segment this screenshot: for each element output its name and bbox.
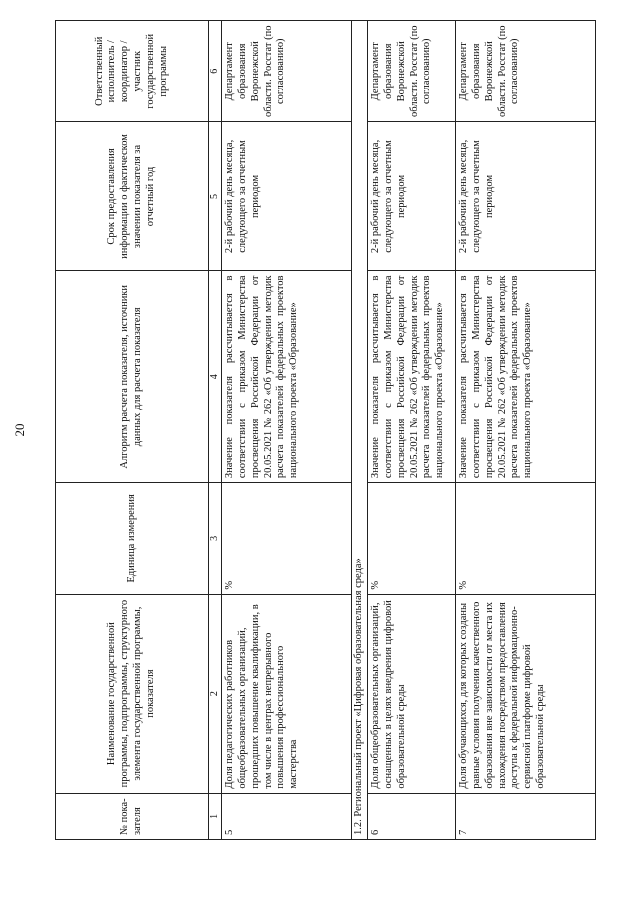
column-number: 6 xyxy=(209,21,222,122)
column-number: 1 xyxy=(209,793,222,839)
indicator-name: Доля общеобразовательных организаций, оснащенных в целях внедрения цифровой образовательной среды xyxy=(368,594,456,793)
indicator-name: Доля обучающихся, для которых созданы равные условия получения качественного образования вне зависимости от места их нахождения посредством предоставления доступа к федеральной информационно-сервисной платформе цифровой образовательной среды xyxy=(456,594,596,793)
indicator-algorithm: Значение показателя рассчитывается в соответствии с приказом Министерства просвещения Российской Федерации от 20.05.2021 № 262 «Об утверждении методик расчета показателей федеральных проектов национального проекта «Образование» xyxy=(368,271,456,483)
header-num: № пока-зателя xyxy=(56,793,209,839)
indicator-responsible: Департамент образования Воронежской области. Росстат (по согласованию) xyxy=(222,21,352,122)
table-row xyxy=(456,21,596,840)
page-number: 20 xyxy=(12,423,27,437)
rotated-page xyxy=(10,10,590,850)
section-title: 1.2. Региональный проект «Цифровая образовательная среда» xyxy=(352,21,368,840)
indicator-unit: % xyxy=(368,483,456,594)
indicator-deadline: 2-й рабочий день месяца, следующего за отчетным периодом xyxy=(456,122,596,271)
indicator-responsible: Департамент образования Воронежской области. Росстат (по согласованию) xyxy=(456,21,596,122)
indicator-name: Доля педагогических работников общеобразовательных организаций, прошедших повышение квалификации, в том числе в центрах непрерывного повышения профессионального мастерства xyxy=(222,594,352,793)
table-row xyxy=(368,21,456,840)
indicator-num: 7 xyxy=(456,793,596,839)
indicator-deadline: 2-й рабочий день месяца, следующего за отчетным периодом xyxy=(368,122,456,271)
table-row xyxy=(222,21,352,840)
indicators-table xyxy=(55,20,596,840)
header-deadline: Срок предоставления информации о фактическом значении показателя за отчетный год xyxy=(56,122,209,271)
indicator-unit: % xyxy=(456,483,596,594)
header-unit: Единица измерения xyxy=(56,483,209,594)
indicator-unit: % xyxy=(222,483,352,594)
header-responsible: Ответственный исполнитель / координатор / участник государственной программы xyxy=(56,21,209,122)
indicator-algorithm: Значение показателя рассчитывается в соответствии с приказом Министерства просвещения Российской Федерации от 20.05.2021 № 262 «Об утверждении методик расчета показателей федеральных проектов национального проекта «Образование» xyxy=(456,271,596,483)
indicator-responsible: Департамент образования Воронежской области. Росстат (по согласованию) xyxy=(368,21,456,122)
header-algorithm: Алгоритм расчета показателя, источники данных для расчета показателя xyxy=(56,271,209,483)
indicator-num: 6 xyxy=(368,793,456,839)
column-number-row xyxy=(209,21,222,840)
header-row xyxy=(56,21,209,840)
column-number: 4 xyxy=(209,271,222,483)
column-number: 5 xyxy=(209,122,222,271)
section-row xyxy=(352,21,368,840)
header-name: Наименование государственной программы, подпрограммы, структурного элемента государственной программы, показателя xyxy=(56,594,209,793)
indicator-num: 5 xyxy=(222,793,352,839)
indicator-algorithm: Значение показателя рассчитывается в соответствии с приказом Министерства просвещения Российской Федерации от 20.05.2021 № 262 «Об утверждении методик расчета показателей федеральных проектов национального проекта «Образование» xyxy=(222,271,352,483)
column-number: 3 xyxy=(209,483,222,594)
indicator-deadline: 2-й рабочий день месяца, следующего за отчетным периодом xyxy=(222,122,352,271)
column-number: 2 xyxy=(209,594,222,793)
